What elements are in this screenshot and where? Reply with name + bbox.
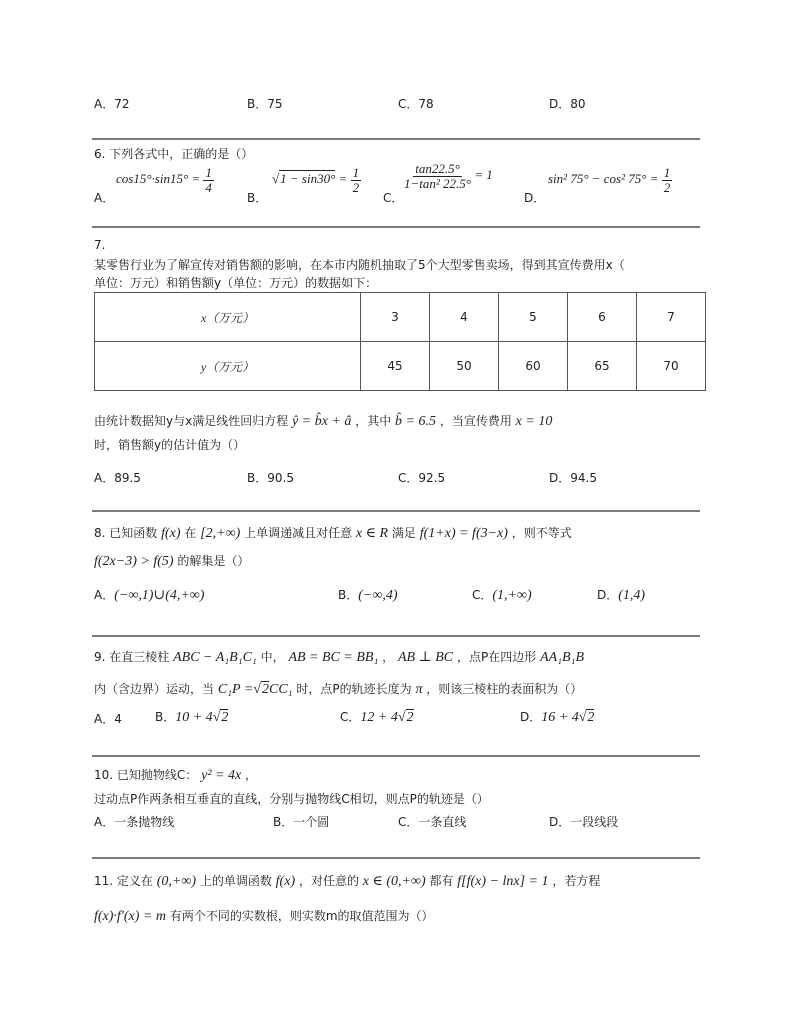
- q7-conclusion-line1: 由统计数据知y与x满足线性回归方程 ŷ = b̂x + â ，其中 b̂ = 6.5 ，当宣传费用 x = 10: [94, 414, 553, 429]
- q5-option-b: B．75: [247, 97, 283, 111]
- table-cell: 5: [499, 293, 568, 342]
- q11-stem-line1: 11. 定义在 (0,+∞) 上的单调函数 f(x) ，对任意的 x ∈ (0,+∞) 都有 f[f(x) − lnx] = 1 ，若方程: [94, 874, 601, 889]
- q5-option-a: A．72: [94, 97, 130, 111]
- table-cell: 4: [430, 293, 499, 342]
- q6-option-d-math: sin² 75° − cos² 75° = $\frac{1}{2}$: [548, 165, 671, 195]
- q8-option-b: B．(−∞,4): [338, 588, 398, 603]
- q9-option-b: B．10 + 4√2: [155, 710, 229, 725]
- q8-option-d: D．(1,4): [597, 588, 646, 603]
- q10-stem-line2: 过动点P作两条相互垂直的直线，分别与抛物线C相切，则点P的轨迹是（）: [94, 792, 489, 806]
- table-cell: 50: [430, 342, 499, 391]
- table-row-label: x（万元）: [95, 293, 361, 342]
- q6-label-a: A．: [94, 191, 115, 205]
- q6-stem: 6. 下列各式中，正确的是（）: [94, 147, 254, 161]
- q9-stem-line2: 内（含边界）运动，当 C₁P =√2CC₁ 时，点P的轨迹长度为 π ，则该三棱柱的表面积为（）: [94, 682, 583, 697]
- q7-option-c: C．92.5: [398, 471, 446, 485]
- q8-stem-line1: 8. 已知函数 f(x) 在 [2,+∞) 上单调递减且对任意 x ∈ R 满足 f(1+x) = f(3−x) ，则不等式: [94, 526, 572, 541]
- divider: [92, 510, 700, 512]
- q10-option-d: D．一段线段: [549, 815, 619, 829]
- table-cell: 70: [637, 342, 706, 391]
- q9-option-d: D．16 + 4√2: [520, 710, 595, 725]
- q6-label-c: C．: [383, 191, 404, 205]
- table-cell: 65: [568, 342, 637, 391]
- table-cell: 7: [637, 293, 706, 342]
- table-row: [95, 342, 706, 391]
- q8-stem-line2: f(2x−3) > f(5) 的解集是（）: [94, 554, 250, 569]
- q5-option-d: D．80: [549, 97, 586, 111]
- table-cell: 45: [361, 342, 430, 391]
- q10-option-a: A．一条抛物线: [94, 815, 175, 829]
- q7-data-table: [94, 292, 706, 391]
- divider: [92, 755, 700, 757]
- table-row-label: y（万元）: [95, 342, 361, 391]
- q7-option-b: B．90.5: [247, 471, 294, 485]
- table-cell: 60: [499, 342, 568, 391]
- divider: [92, 138, 700, 140]
- q7-stem-line2: 单位：万元）和销售额y（单位：万元）的数据如下：: [94, 276, 378, 290]
- q10-stem-line1: 10. 已知抛物线C： y² = 4x ，: [94, 768, 258, 783]
- divider: [92, 635, 700, 637]
- divider: [92, 857, 700, 859]
- q6-label-b: B．: [247, 191, 268, 205]
- q7-option-a: A．89.5: [94, 471, 141, 485]
- q6-option-b-math: √1 − sin30° = $\frac{1}{2}$: [272, 165, 360, 195]
- q6-label-d: D．: [524, 191, 546, 205]
- q7-conclusion-line2: 时，销售额y的估计值为（）: [94, 438, 246, 452]
- table-row: [95, 293, 706, 342]
- q7-number: 7.: [94, 238, 106, 252]
- q9-option-c: C．12 + 4√2: [340, 710, 414, 725]
- q5-option-c: C．78: [398, 97, 434, 111]
- q7-option-d: D．94.5: [549, 471, 597, 485]
- table-cell: 6: [568, 293, 637, 342]
- q9-stem-line1: 9. 在直三棱柱 ABC − A₁B₁C₁ 中， AB = BC = BB₁ ， AB ⊥ BC ，点P在四边形 AA₁B₁B: [94, 650, 585, 665]
- q6-option-c-math: $\frac{\tan 22.5^\circ}{\text{1−tan² 22.5°}}$ = 1: [404, 161, 493, 191]
- q8-option-a: A．(−∞,1)∪(4,+∞): [94, 588, 205, 603]
- q10-option-b: B．一个圆: [273, 815, 330, 829]
- q10-option-c: C．一条直线: [398, 815, 467, 829]
- q11-stem-line2: f(x)·f′(x) = m 有两个不同的实数根，则实数m的取值范围为（）: [94, 909, 434, 924]
- q6-option-a-math: cos15°·sin15° = $\frac{1}{4}$: [116, 165, 212, 195]
- divider: [92, 226, 700, 228]
- q7-stem-line1: 某零售行业为了解宣传对销售额的影响，在本市内随机抽取了5个大型零售卖场，得到其宣传费用x（: [94, 258, 625, 272]
- q9-option-a: A．4: [94, 712, 122, 726]
- table-cell: 3: [361, 293, 430, 342]
- q8-option-c: C．(1,+∞): [472, 588, 532, 603]
